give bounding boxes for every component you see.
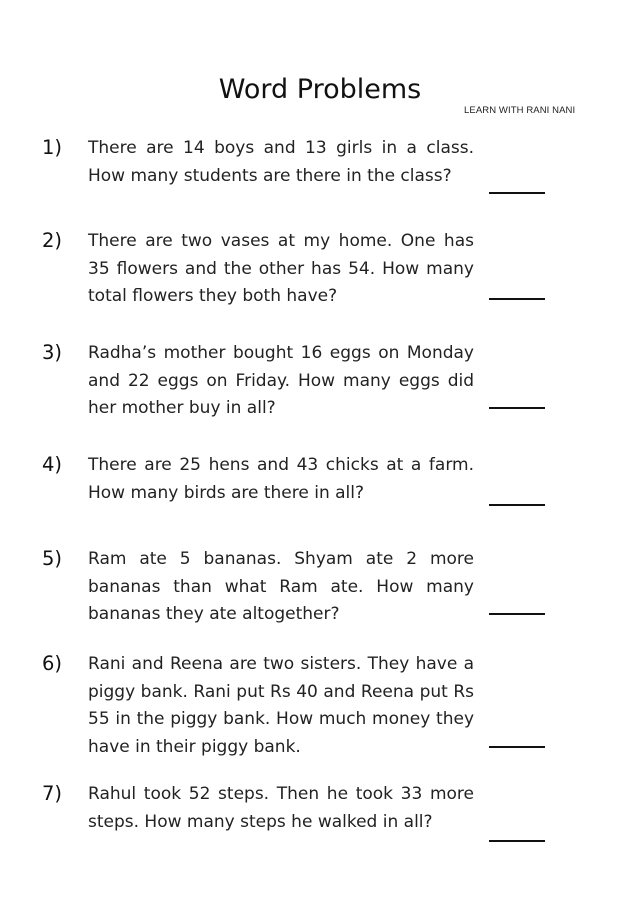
question-number: 1) (42, 136, 63, 159)
answer-line-6[interactable] (489, 746, 545, 748)
question-number: 5) (42, 547, 63, 570)
question-number: 2) (42, 229, 63, 252)
question-text: There are 25 hens and 43 chicks at a farm. How many birds are there in all? (88, 455, 474, 503)
question-text: Rahul took 52 steps. Then he took 33 more steps. How many steps he walked in all? (88, 784, 474, 832)
answer-line-3[interactable] (489, 407, 545, 409)
question-text: There are two vases at my home. One has 35 flowers and the other has 54. How many total flowers they both have? (88, 231, 474, 306)
question-text: There are 14 boys and 13 girls in a class. How many students are there in the class? (88, 138, 474, 186)
question-number: 7) (42, 782, 63, 805)
question-text: Radha’s mother bought 16 eggs on Monday and 22 eggs on Friday. How many eggs did her mother buy in all? (88, 343, 474, 418)
question-number: 3) (42, 341, 63, 364)
answer-line-2[interactable] (489, 298, 545, 300)
question-text: Rani and Reena are two sisters. They have a piggy bank. Rani put Rs 40 and Reena put Rs 55 in the piggy bank. How much money they have in their piggy bank. (88, 654, 474, 757)
question-number: 4) (42, 453, 63, 476)
answer-line-5[interactable] (489, 613, 545, 615)
answer-line-7[interactable] (489, 840, 545, 842)
answer-line-1[interactable] (489, 192, 545, 194)
worksheet-title: Word Problems (218, 74, 422, 105)
credit-text: LEARN WITH RANI NANI (464, 105, 576, 116)
answer-line-4[interactable] (489, 504, 545, 506)
question-number: 6) (42, 652, 63, 675)
question-text: Ram ate 5 bananas. Shyam ate 2 more bananas than what Ram ate. How many bananas they ate altogether? (88, 549, 474, 624)
